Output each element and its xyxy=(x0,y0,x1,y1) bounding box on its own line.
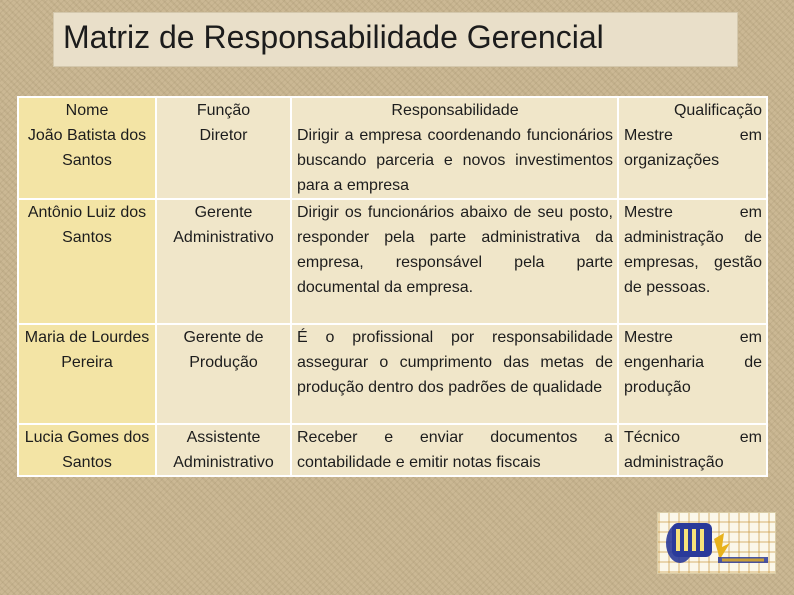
header-funcao: Função xyxy=(196,102,251,119)
nome-cell xyxy=(18,424,156,476)
qualificacao-cell xyxy=(618,324,767,424)
responsabilidade-value: Receber e enviar documentos a contabilidade e emitir notas fiscais xyxy=(297,429,613,471)
funcao-cell xyxy=(156,97,291,199)
nome-value: Antônio Luiz dos Santos xyxy=(27,204,147,246)
nome-cell xyxy=(18,97,156,199)
table-row xyxy=(18,424,767,476)
nome-value: Lucia Gomes dos Santos xyxy=(24,429,150,471)
qualificacao-value: Mestre em administração de empresas, gestão de pessoas. xyxy=(624,204,762,296)
company-logo xyxy=(657,512,776,574)
qualificacao-cell xyxy=(618,199,767,324)
responsabilidade-cell xyxy=(291,324,618,424)
table-row xyxy=(18,199,767,324)
funcao-cell xyxy=(156,324,291,424)
nome-cell xyxy=(18,324,156,424)
qualificacao-cell xyxy=(618,424,767,476)
funcao-value: Gerente Administrativo xyxy=(173,204,274,246)
funcao-value: Gerente de Produção xyxy=(183,329,264,371)
nome-value: Maria de Lourdes Pereira xyxy=(24,329,150,371)
nome-value: João Batista dos Santos xyxy=(27,127,147,169)
funcao-value: Diretor xyxy=(199,127,248,144)
qualificacao-cell xyxy=(618,97,767,199)
header-responsabilidade: Responsabilidade xyxy=(391,102,519,119)
table-row xyxy=(18,324,767,424)
qualificacao-value: Mestre em organizações xyxy=(624,127,762,169)
responsabilidade-value: É o profissional por responsabilidade assegurar o cumprimento das metas de produção dentro dos padrões de qualidade xyxy=(297,329,613,396)
funcao-value: Assistente Administrativo xyxy=(173,429,274,471)
nome-cell xyxy=(18,199,156,324)
funcao-cell xyxy=(156,199,291,324)
responsabilidade-cell xyxy=(291,424,618,476)
responsabilidade-cell xyxy=(291,97,618,199)
responsabilidade-value: Dirigir os funcionários abaixo de seu posto, responder pela parte administrativa da empresa, responsável pela parte documental da empresa. xyxy=(297,204,613,296)
header-qualificacao: Qualificação xyxy=(673,102,762,119)
qualificacao-value: Técnico em administração xyxy=(624,429,762,471)
table-row xyxy=(18,97,767,199)
slide-title: Matriz de Responsabilidade Gerencial xyxy=(63,19,604,55)
responsibility-matrix xyxy=(17,96,768,477)
logo-mark-icon xyxy=(658,513,775,573)
responsabilidade-cell xyxy=(291,199,618,324)
header-nome: Nome xyxy=(65,102,109,119)
qualificacao-value: Mestre em engenharia de produção xyxy=(624,329,762,396)
responsabilidade-value: Dirigir a empresa coordenando funcionários buscando parceria e novos investimentos para a empresa xyxy=(297,127,613,194)
funcao-cell xyxy=(156,424,291,476)
